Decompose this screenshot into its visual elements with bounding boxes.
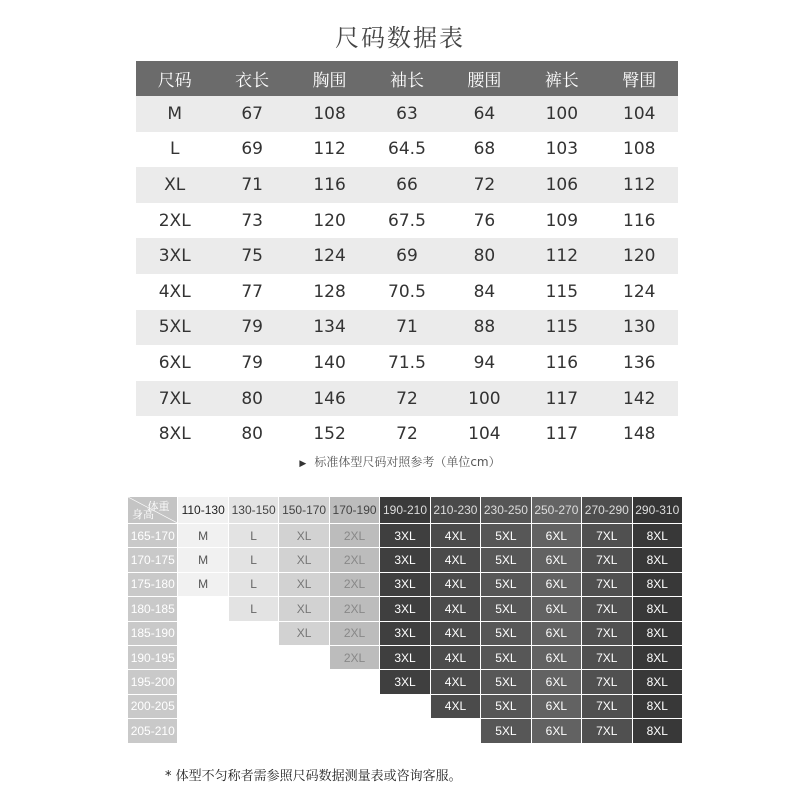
recommended-size-cell: 5XL [481,694,531,718]
height-range-cell: 175-180 [128,572,178,596]
reference-row [128,572,683,596]
recommended-size-cell: 7XL [582,694,632,718]
reference-row [128,524,683,548]
recommended-size-cell: 3XL [380,621,430,645]
recommended-size-cell: 5XL [481,719,531,743]
empty-cell [329,694,379,718]
weight-range-header: 210-230 [430,497,480,524]
size-table-row [136,132,678,168]
size-value-cell: 146 [291,381,368,417]
size-label-cell: 6XL [136,345,213,381]
empty-cell [228,670,278,694]
recommended-size-cell: 7XL [582,719,632,743]
size-value-cell: 128 [291,274,368,310]
size-value-cell: 116 [601,203,678,239]
empty-cell [329,670,379,694]
reference-title [0,453,800,470]
recommended-size-cell: XL [279,597,329,621]
reference-row [128,719,683,743]
recommended-size-cell: 4XL [430,621,480,645]
size-value-cell: 104 [446,416,523,452]
size-label-cell: XL [136,167,213,203]
recommended-size-cell: 7XL [582,524,632,548]
recommended-size-cell: 2XL [329,572,379,596]
size-value-cell: 152 [291,416,368,452]
recommended-size-cell: XL [279,548,329,572]
empty-cell [228,645,278,669]
size-value-cell: 108 [601,132,678,168]
reference-row [128,597,683,621]
size-table-row [136,167,678,203]
size-value-cell: 77 [213,274,290,310]
size-value-cell: 79 [213,310,290,346]
size-value-cell: 134 [291,310,368,346]
weight-range-header: 270-290 [582,497,632,524]
size-value-cell: 84 [446,274,523,310]
recommended-size-cell: 7XL [582,621,632,645]
recommended-size-cell: 2XL [329,524,379,548]
size-value-cell: 115 [523,310,600,346]
recommended-size-cell: L [228,572,278,596]
size-data-table [136,61,678,452]
empty-cell [228,621,278,645]
page-title: 尺码数据表 [335,24,465,52]
height-range-cell: 200-205 [128,694,178,718]
size-table-row [136,381,678,417]
reference-row [128,621,683,645]
recommended-size-cell: 3XL [380,670,430,694]
size-value-cell: 63 [368,96,445,132]
size-value-cell: 68 [446,132,523,168]
height-range-cell: 170-175 [128,548,178,572]
size-value-cell: 100 [446,381,523,417]
recommended-size-cell: 6XL [531,694,581,718]
size-value-cell: 66 [368,167,445,203]
size-value-cell: 116 [291,167,368,203]
size-value-cell: 71.5 [368,345,445,381]
size-value-cell: 71 [213,167,290,203]
recommended-size-cell: M [178,524,228,548]
empty-cell [178,670,228,694]
recommended-size-cell: 5XL [481,621,531,645]
size-table-row [136,238,678,274]
size-value-cell: 112 [523,238,600,274]
size-value-cell: 67.5 [368,203,445,239]
footnote: * 体型不匀称者需参照尺码数据测量表或咨询客服。 [165,769,462,784]
recommended-size-cell: 5XL [481,524,531,548]
size-value-cell: 64 [446,96,523,132]
recommended-size-cell: XL [279,621,329,645]
recommended-size-cell: 3XL [380,645,430,669]
size-value-cell: 67 [213,96,290,132]
recommended-size-cell: XL [279,524,329,548]
reference-row [128,645,683,669]
size-value-cell: 124 [601,274,678,310]
size-value-cell: 109 [523,203,600,239]
recommended-size-cell: 8XL [632,548,682,572]
weight-range-header: 290-310 [632,497,682,524]
size-table-header-cell: 衣长 [213,61,290,96]
height-range-cell: 195-200 [128,670,178,694]
weight-range-header: 150-170 [279,497,329,524]
recommended-size-cell: 4XL [430,548,480,572]
recommended-size-cell: 2XL [329,548,379,572]
size-value-cell: 80 [213,416,290,452]
recommended-size-cell: 8XL [632,645,682,669]
height-range-cell: 165-170 [128,524,178,548]
reference-size-chart [127,496,683,744]
recommended-size-cell: 5XL [481,597,531,621]
empty-cell [178,719,228,743]
size-table-row [136,203,678,239]
reference-row [128,548,683,572]
height-range-cell: 205-210 [128,719,178,743]
recommended-size-cell: 8XL [632,597,682,621]
empty-cell [178,645,228,669]
recommended-size-cell: 8XL [632,572,682,596]
empty-cell [279,694,329,718]
size-table-header-cell: 袖长 [368,61,445,96]
size-label-cell: 8XL [136,416,213,452]
size-table-row [136,310,678,346]
recommended-size-cell: L [228,597,278,621]
recommended-size-cell: 4XL [430,524,480,548]
recommended-size-cell: 6XL [531,645,581,669]
recommended-size-cell: L [228,524,278,548]
recommended-size-cell: 5XL [481,645,531,669]
recommended-size-cell: 2XL [329,645,379,669]
size-table-header-cell: 裤长 [523,61,600,96]
recommended-size-cell: L [228,548,278,572]
size-value-cell: 140 [291,345,368,381]
empty-cell [279,670,329,694]
size-label-cell: 4XL [136,274,213,310]
size-label-cell: 7XL [136,381,213,417]
weight-range-header: 190-210 [380,497,430,524]
recommended-size-cell: 6XL [531,572,581,596]
recommended-size-cell: 5XL [481,670,531,694]
size-value-cell: 94 [446,345,523,381]
size-value-cell: 69 [368,238,445,274]
recommended-size-cell: 7XL [582,645,632,669]
recommended-size-cell: 6XL [531,524,581,548]
recommended-size-cell: 7XL [582,548,632,572]
empty-cell [178,694,228,718]
recommended-size-cell: 7XL [582,572,632,596]
reference-header-row [128,497,683,524]
size-table-header-row [136,61,678,96]
size-value-cell: 100 [523,96,600,132]
size-value-cell: 108 [291,96,368,132]
recommended-size-cell: 3XL [380,524,430,548]
size-value-cell: 69 [213,132,290,168]
weight-range-header: 170-190 [329,497,379,524]
recommended-size-cell: 5XL [481,548,531,572]
size-value-cell: 79 [213,345,290,381]
reference-title-text: 标准体型尺码对照参考（单位cm） [314,455,501,469]
recommended-size-cell: 2XL [329,621,379,645]
reference-row [128,670,683,694]
size-label-cell: 2XL [136,203,213,239]
size-value-cell: 75 [213,238,290,274]
size-value-cell: 72 [368,381,445,417]
recommended-size-cell: 7XL [582,597,632,621]
size-label-cell: L [136,132,213,168]
size-value-cell: 116 [523,345,600,381]
recommended-size-cell: M [178,572,228,596]
bullet-arrow-icon: ▶ [299,459,307,469]
empty-cell [430,719,480,743]
size-value-cell: 130 [601,310,678,346]
recommended-size-cell: 4XL [430,572,480,596]
size-label-cell: 5XL [136,310,213,346]
size-value-cell: 72 [446,167,523,203]
height-label: 身高 [132,509,154,521]
size-table-header-cell: 尺码 [136,61,213,96]
size-value-cell: 117 [523,381,600,417]
size-value-cell: 117 [523,416,600,452]
size-table-header-cell: 胸围 [291,61,368,96]
recommended-size-cell: 8XL [632,694,682,718]
recommended-size-cell: 8XL [632,621,682,645]
size-table-row [136,416,678,452]
recommended-size-cell: 6XL [531,719,581,743]
recommended-size-cell: 2XL [329,597,379,621]
recommended-size-cell: 4XL [430,597,480,621]
recommended-size-cell: 4XL [430,670,480,694]
size-value-cell: 80 [446,238,523,274]
size-value-cell: 70.5 [368,274,445,310]
recommended-size-cell: 3XL [380,572,430,596]
size-value-cell: 120 [601,238,678,274]
recommended-size-cell: 3XL [380,548,430,572]
recommended-size-cell: 6XL [531,597,581,621]
size-label-cell: 3XL [136,238,213,274]
size-value-cell: 76 [446,203,523,239]
size-value-cell: 72 [368,416,445,452]
recommended-size-cell: 8XL [632,670,682,694]
weight-range-header: 250-270 [531,497,581,524]
recommended-size-cell: M [178,548,228,572]
size-value-cell: 104 [601,96,678,132]
size-value-cell: 71 [368,310,445,346]
weight-range-header: 130-150 [228,497,278,524]
weight-label: 体重 [147,501,170,513]
reference-corner-cell [128,497,178,524]
recommended-size-cell: 8XL [632,524,682,548]
size-value-cell: 142 [601,381,678,417]
size-table-row [136,274,678,310]
size-value-cell: 64.5 [368,132,445,168]
size-table-header-cell: 臀围 [601,61,678,96]
recommended-size-cell: 4XL [430,694,480,718]
empty-cell [279,645,329,669]
size-value-cell: 80 [213,381,290,417]
size-table-header-cell: 腰围 [446,61,523,96]
height-range-cell: 185-190 [128,621,178,645]
recommended-size-cell: 3XL [380,597,430,621]
recommended-size-cell: 7XL [582,670,632,694]
recommended-size-cell: 6XL [531,670,581,694]
empty-cell [380,719,430,743]
recommended-size-cell: 8XL [632,719,682,743]
empty-cell [329,719,379,743]
recommended-size-cell: XL [279,572,329,596]
size-value-cell: 106 [523,167,600,203]
empty-cell [178,621,228,645]
empty-cell [380,694,430,718]
height-range-cell: 190-195 [128,645,178,669]
size-value-cell: 112 [601,167,678,203]
empty-cell [178,597,228,621]
size-value-cell: 103 [523,132,600,168]
size-table-row [136,345,678,381]
size-label-cell: M [136,96,213,132]
empty-cell [228,719,278,743]
height-range-cell: 180-185 [128,597,178,621]
size-table-row [136,96,678,132]
reference-row [128,694,683,718]
size-value-cell: 136 [601,345,678,381]
size-value-cell: 115 [523,274,600,310]
recommended-size-cell: 6XL [531,621,581,645]
size-value-cell: 148 [601,416,678,452]
size-value-cell: 124 [291,238,368,274]
recommended-size-cell: 6XL [531,548,581,572]
size-value-cell: 88 [446,310,523,346]
weight-range-header: 230-250 [481,497,531,524]
empty-cell [279,719,329,743]
recommended-size-cell: 5XL [481,572,531,596]
recommended-size-cell: 4XL [430,645,480,669]
weight-range-header: 110-130 [178,497,228,524]
size-value-cell: 73 [213,203,290,239]
size-value-cell: 112 [291,132,368,168]
empty-cell [228,694,278,718]
size-value-cell: 120 [291,203,368,239]
